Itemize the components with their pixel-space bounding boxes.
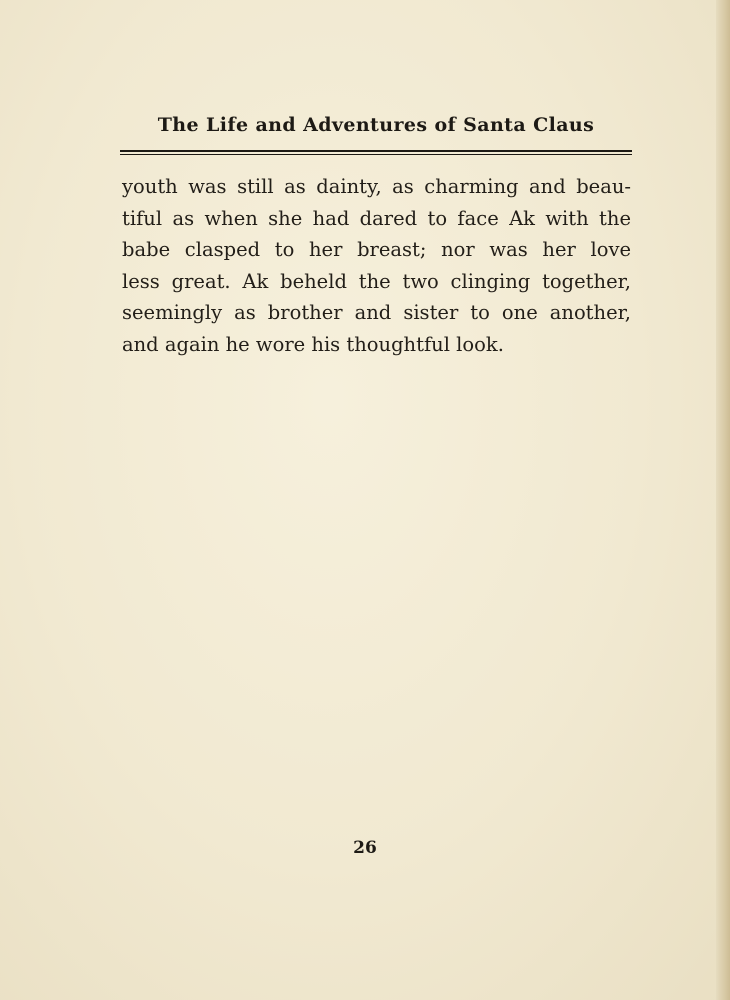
page-gutter-edge — [716, 0, 730, 1000]
text-line: less great. Ak beheld the two clinging together, — [122, 269, 631, 293]
body-paragraph — [122, 171, 631, 361]
text-line: seemingly as brother and sister to one another, — [122, 301, 631, 325]
text-line: youth was still as dainty, as charming and beau- — [122, 175, 631, 198]
running-header: The Life and Adventures of Santa Claus — [157, 114, 595, 136]
page-number: 26 — [353, 838, 377, 858]
header-rule-thick — [120, 150, 632, 152]
text-line: and again he wore his thoughtful look. — [122, 332, 504, 356]
text-line: babe clasped to her breast; nor was her love — [122, 238, 631, 262]
header-rule-thin — [120, 154, 632, 155]
text-line: tiful as when she had dared to face Ak with the — [122, 206, 631, 230]
